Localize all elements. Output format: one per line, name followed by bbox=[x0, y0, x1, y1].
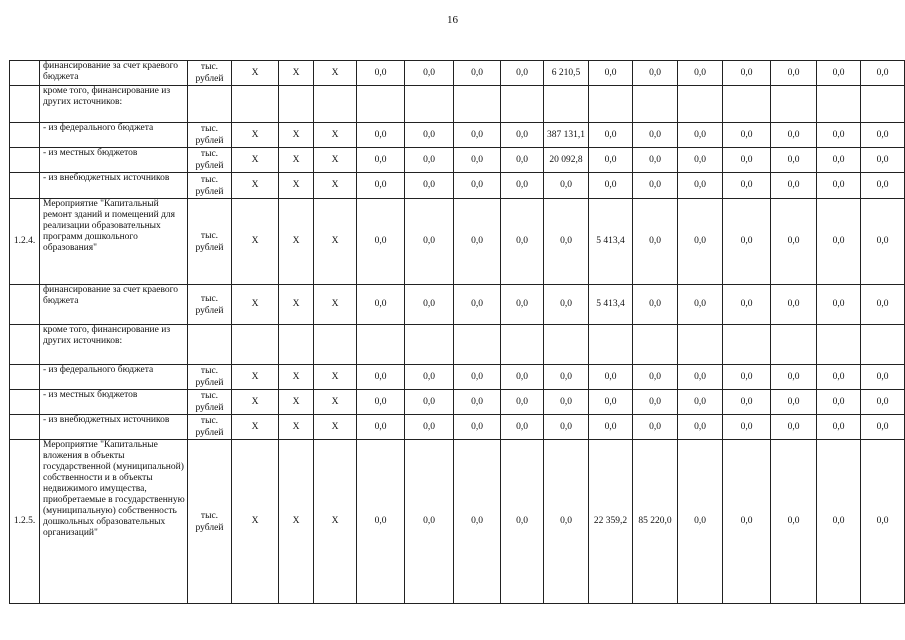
row-code-cell bbox=[10, 390, 40, 415]
value-cell: 0,0 bbox=[817, 148, 861, 173]
value-cell bbox=[232, 325, 279, 365]
value-cell: 0,0 bbox=[589, 148, 633, 173]
row-name-cell: кроме того, финансирование из других источников: bbox=[40, 86, 188, 123]
value-cell: 0,0 bbox=[633, 285, 678, 325]
row-unit-cell bbox=[188, 86, 232, 123]
value-cell: 0,0 bbox=[589, 173, 633, 199]
row-unit-cell: тыс. рублей bbox=[188, 123, 232, 148]
value-cell: 0,0 bbox=[678, 199, 723, 285]
value-cell: 0,0 bbox=[678, 148, 723, 173]
row-code-cell bbox=[10, 285, 40, 325]
table-row bbox=[10, 365, 905, 390]
value-cell: 0,0 bbox=[589, 123, 633, 148]
row-name-cell: - из федерального бюджета bbox=[40, 365, 188, 390]
value-cell: 0,0 bbox=[678, 440, 723, 604]
value-cell: 0,0 bbox=[454, 440, 501, 604]
row-name-cell: кроме того, финансирование из других источников: bbox=[40, 325, 188, 365]
value-cell: Х bbox=[232, 173, 279, 199]
value-cell: Х bbox=[279, 415, 314, 440]
value-cell: Х bbox=[232, 390, 279, 415]
value-cell: 0,0 bbox=[817, 440, 861, 604]
value-cell: 0,0 bbox=[405, 199, 454, 285]
value-cell: Х bbox=[279, 123, 314, 148]
value-cell: 0,0 bbox=[589, 415, 633, 440]
value-cell: 0,0 bbox=[454, 415, 501, 440]
value-cell: Х bbox=[314, 440, 357, 604]
value-cell bbox=[771, 325, 817, 365]
value-cell: 0,0 bbox=[861, 199, 905, 285]
value-cell: 0,0 bbox=[405, 440, 454, 604]
value-cell: 0,0 bbox=[861, 61, 905, 86]
value-cell: 0,0 bbox=[817, 390, 861, 415]
row-unit-cell: тыс. рублей bbox=[188, 173, 232, 199]
value-cell: Х bbox=[279, 440, 314, 604]
value-cell: 0,0 bbox=[861, 415, 905, 440]
value-cell: Х bbox=[314, 123, 357, 148]
value-cell: Х bbox=[314, 365, 357, 390]
table-row bbox=[10, 86, 905, 123]
value-cell: 0,0 bbox=[357, 365, 405, 390]
value-cell bbox=[454, 325, 501, 365]
value-cell: Х bbox=[314, 390, 357, 415]
value-cell: 0,0 bbox=[861, 148, 905, 173]
value-cell: 0,0 bbox=[544, 440, 589, 604]
row-code-cell: 1.2.5. bbox=[10, 440, 40, 604]
row-unit-cell: тыс. рублей bbox=[188, 148, 232, 173]
value-cell: 0,0 bbox=[357, 440, 405, 604]
table-row bbox=[10, 440, 905, 604]
value-cell: 0,0 bbox=[723, 61, 771, 86]
table-row bbox=[10, 199, 905, 285]
value-cell bbox=[678, 325, 723, 365]
value-cell: Х bbox=[314, 61, 357, 86]
table-row bbox=[10, 148, 905, 173]
value-cell: 0,0 bbox=[544, 390, 589, 415]
value-cell bbox=[589, 325, 633, 365]
value-cell bbox=[633, 86, 678, 123]
value-cell: 0,0 bbox=[723, 123, 771, 148]
value-cell: 0,0 bbox=[501, 285, 544, 325]
row-code-cell: 1.2.4. bbox=[10, 199, 40, 285]
value-cell: 0,0 bbox=[501, 123, 544, 148]
value-cell: Х bbox=[232, 415, 279, 440]
value-cell: 0,0 bbox=[454, 390, 501, 415]
value-cell: 0,0 bbox=[501, 173, 544, 199]
value-cell: 0,0 bbox=[501, 61, 544, 86]
value-cell: 0,0 bbox=[723, 148, 771, 173]
value-cell: 0,0 bbox=[633, 365, 678, 390]
value-cell: 0,0 bbox=[357, 123, 405, 148]
value-cell bbox=[314, 325, 357, 365]
value-cell: 0,0 bbox=[501, 365, 544, 390]
value-cell: 0,0 bbox=[454, 173, 501, 199]
row-code-cell bbox=[10, 415, 40, 440]
row-code-cell bbox=[10, 173, 40, 199]
value-cell: 0,0 bbox=[678, 285, 723, 325]
value-cell: 0,0 bbox=[771, 173, 817, 199]
value-cell: 0,0 bbox=[633, 415, 678, 440]
value-cell: 0,0 bbox=[723, 365, 771, 390]
value-cell bbox=[314, 86, 357, 123]
value-cell bbox=[357, 325, 405, 365]
value-cell: 0,0 bbox=[405, 61, 454, 86]
value-cell bbox=[405, 86, 454, 123]
value-cell: 0,0 bbox=[817, 123, 861, 148]
value-cell: 0,0 bbox=[454, 61, 501, 86]
value-cell: 0,0 bbox=[771, 199, 817, 285]
value-cell: Х bbox=[232, 285, 279, 325]
value-cell: 6 210,5 bbox=[544, 61, 589, 86]
value-cell: Х bbox=[279, 148, 314, 173]
value-cell: 0,0 bbox=[771, 440, 817, 604]
value-cell bbox=[501, 86, 544, 123]
value-cell: 0,0 bbox=[454, 285, 501, 325]
value-cell: 0,0 bbox=[633, 199, 678, 285]
value-cell bbox=[544, 325, 589, 365]
row-unit-cell: тыс. рублей bbox=[188, 199, 232, 285]
value-cell: 0,0 bbox=[589, 390, 633, 415]
value-cell: 0,0 bbox=[861, 173, 905, 199]
value-cell bbox=[279, 325, 314, 365]
value-cell: 0,0 bbox=[633, 61, 678, 86]
value-cell: Х bbox=[314, 173, 357, 199]
value-cell: 0,0 bbox=[405, 123, 454, 148]
budget-table bbox=[9, 60, 905, 604]
value-cell bbox=[771, 86, 817, 123]
value-cell: 5 413,4 bbox=[589, 285, 633, 325]
value-cell: 0,0 bbox=[861, 285, 905, 325]
row-unit-cell: тыс. рублей bbox=[188, 61, 232, 86]
value-cell: Х bbox=[314, 285, 357, 325]
value-cell bbox=[232, 86, 279, 123]
value-cell: 0,0 bbox=[544, 415, 589, 440]
page-number: 16 bbox=[447, 14, 458, 26]
value-cell: 0,0 bbox=[357, 390, 405, 415]
row-unit-cell: тыс. рублей bbox=[188, 440, 232, 604]
value-cell: 0,0 bbox=[723, 390, 771, 415]
value-cell: 0,0 bbox=[501, 148, 544, 173]
value-cell: 0,0 bbox=[454, 365, 501, 390]
value-cell bbox=[357, 86, 405, 123]
value-cell: 0,0 bbox=[678, 61, 723, 86]
value-cell: 0,0 bbox=[817, 415, 861, 440]
value-cell: 0,0 bbox=[633, 173, 678, 199]
value-cell: 0,0 bbox=[589, 365, 633, 390]
value-cell: 0,0 bbox=[861, 123, 905, 148]
table-row bbox=[10, 285, 905, 325]
row-code-cell bbox=[10, 123, 40, 148]
value-cell: 0,0 bbox=[357, 61, 405, 86]
row-code-cell bbox=[10, 86, 40, 123]
table-row bbox=[10, 123, 905, 148]
value-cell: 0,0 bbox=[861, 365, 905, 390]
value-cell bbox=[723, 325, 771, 365]
value-cell: 5 413,4 bbox=[589, 199, 633, 285]
value-cell bbox=[861, 325, 905, 365]
value-cell bbox=[454, 86, 501, 123]
value-cell: Х bbox=[279, 365, 314, 390]
row-unit-cell: тыс. рублей bbox=[188, 415, 232, 440]
value-cell: 0,0 bbox=[544, 173, 589, 199]
value-cell: 0,0 bbox=[544, 365, 589, 390]
value-cell: 0,0 bbox=[405, 285, 454, 325]
value-cell bbox=[723, 86, 771, 123]
value-cell: 0,0 bbox=[723, 440, 771, 604]
value-cell: Х bbox=[314, 148, 357, 173]
value-cell: 0,0 bbox=[678, 173, 723, 199]
value-cell: Х bbox=[232, 123, 279, 148]
value-cell: 0,0 bbox=[771, 415, 817, 440]
value-cell: 0,0 bbox=[405, 390, 454, 415]
value-cell: Х bbox=[279, 61, 314, 86]
value-cell bbox=[633, 325, 678, 365]
value-cell bbox=[817, 86, 861, 123]
value-cell: 0,0 bbox=[723, 285, 771, 325]
value-cell: 0,0 bbox=[861, 390, 905, 415]
value-cell: 0,0 bbox=[501, 440, 544, 604]
value-cell: 0,0 bbox=[357, 285, 405, 325]
value-cell bbox=[544, 86, 589, 123]
row-name-cell: финансирование за счет краевого бюджета bbox=[40, 61, 188, 86]
value-cell: Х bbox=[232, 61, 279, 86]
value-cell: Х bbox=[279, 285, 314, 325]
value-cell: 0,0 bbox=[454, 148, 501, 173]
value-cell: Х bbox=[314, 199, 357, 285]
value-cell: 0,0 bbox=[357, 173, 405, 199]
value-cell: 0,0 bbox=[771, 390, 817, 415]
value-cell: 22 359,2 bbox=[589, 440, 633, 604]
value-cell: 0,0 bbox=[817, 285, 861, 325]
row-code-cell bbox=[10, 325, 40, 365]
value-cell: 0,0 bbox=[501, 199, 544, 285]
table-row bbox=[10, 325, 905, 365]
value-cell: 0,0 bbox=[771, 123, 817, 148]
value-cell: 0,0 bbox=[817, 61, 861, 86]
row-unit-cell: тыс. рублей bbox=[188, 365, 232, 390]
row-name-cell: - из федерального бюджета bbox=[40, 123, 188, 148]
value-cell bbox=[678, 86, 723, 123]
value-cell: 0,0 bbox=[633, 123, 678, 148]
value-cell bbox=[405, 325, 454, 365]
value-cell: 0,0 bbox=[678, 123, 723, 148]
value-cell: Х bbox=[314, 415, 357, 440]
value-cell: 0,0 bbox=[771, 285, 817, 325]
value-cell: 0,0 bbox=[357, 199, 405, 285]
row-name-cell: - из внебюджетных источников bbox=[40, 173, 188, 199]
value-cell: 0,0 bbox=[501, 415, 544, 440]
value-cell: 0,0 bbox=[723, 173, 771, 199]
row-code-cell bbox=[10, 365, 40, 390]
table-row bbox=[10, 61, 905, 86]
value-cell: 0,0 bbox=[405, 173, 454, 199]
value-cell: 0,0 bbox=[817, 365, 861, 390]
value-cell: 0,0 bbox=[678, 365, 723, 390]
value-cell: 0,0 bbox=[861, 440, 905, 604]
value-cell: 0,0 bbox=[501, 390, 544, 415]
value-cell: 0,0 bbox=[633, 390, 678, 415]
table-row bbox=[10, 390, 905, 415]
row-code-cell bbox=[10, 61, 40, 86]
value-cell bbox=[501, 325, 544, 365]
value-cell: 0,0 bbox=[723, 199, 771, 285]
row-unit-cell: тыс. рублей bbox=[188, 285, 232, 325]
value-cell: 0,0 bbox=[723, 415, 771, 440]
row-unit-cell: тыс. рублей bbox=[188, 390, 232, 415]
value-cell: 0,0 bbox=[817, 199, 861, 285]
value-cell bbox=[861, 86, 905, 123]
value-cell: 0,0 bbox=[405, 148, 454, 173]
value-cell: 0,0 bbox=[589, 61, 633, 86]
row-code-cell bbox=[10, 148, 40, 173]
value-cell: 0,0 bbox=[771, 148, 817, 173]
row-name-cell: финансирование за счет краевого бюджета bbox=[40, 285, 188, 325]
value-cell: 0,0 bbox=[633, 148, 678, 173]
value-cell: Х bbox=[279, 173, 314, 199]
row-name-cell: - из местных бюджетов bbox=[40, 148, 188, 173]
value-cell: 0,0 bbox=[405, 365, 454, 390]
value-cell: 0,0 bbox=[454, 123, 501, 148]
value-cell: 0,0 bbox=[678, 390, 723, 415]
value-cell: 387 131,1 bbox=[544, 123, 589, 148]
value-cell: 0,0 bbox=[357, 415, 405, 440]
value-cell: Х bbox=[279, 390, 314, 415]
value-cell: 0,0 bbox=[817, 173, 861, 199]
table-row bbox=[10, 173, 905, 199]
value-cell: Х bbox=[232, 199, 279, 285]
value-cell: Х bbox=[232, 365, 279, 390]
value-cell bbox=[817, 325, 861, 365]
value-cell: 0,0 bbox=[357, 148, 405, 173]
value-cell: 0,0 bbox=[771, 365, 817, 390]
value-cell: 0,0 bbox=[678, 415, 723, 440]
row-name-cell: Мероприятие "Капитальный ремонт зданий и помещений для реализации образовательных программ дошкольного образования" bbox=[40, 199, 188, 285]
value-cell: 0,0 bbox=[544, 285, 589, 325]
value-cell: Х bbox=[232, 440, 279, 604]
value-cell: 0,0 bbox=[771, 61, 817, 86]
value-cell: 85 220,0 bbox=[633, 440, 678, 604]
value-cell: Х bbox=[232, 148, 279, 173]
row-name-cell: - из местных бюджетов bbox=[40, 390, 188, 415]
value-cell: 0,0 bbox=[544, 199, 589, 285]
value-cell: 0,0 bbox=[405, 415, 454, 440]
row-name-cell: Мероприятие "Капитальные вложения в объекты государственной (муниципальной) собственности и в объекты недвижимого имущества, приобретаемые в государственную (муниципальную) собственность дошкольных образовательных организаций" bbox=[40, 440, 188, 604]
value-cell bbox=[589, 86, 633, 123]
value-cell: 0,0 bbox=[454, 199, 501, 285]
value-cell: 20 092,8 bbox=[544, 148, 589, 173]
value-cell: Х bbox=[279, 199, 314, 285]
row-name-cell: - из внебюджетных источников bbox=[40, 415, 188, 440]
table-row bbox=[10, 415, 905, 440]
value-cell bbox=[279, 86, 314, 123]
row-unit-cell bbox=[188, 325, 232, 365]
